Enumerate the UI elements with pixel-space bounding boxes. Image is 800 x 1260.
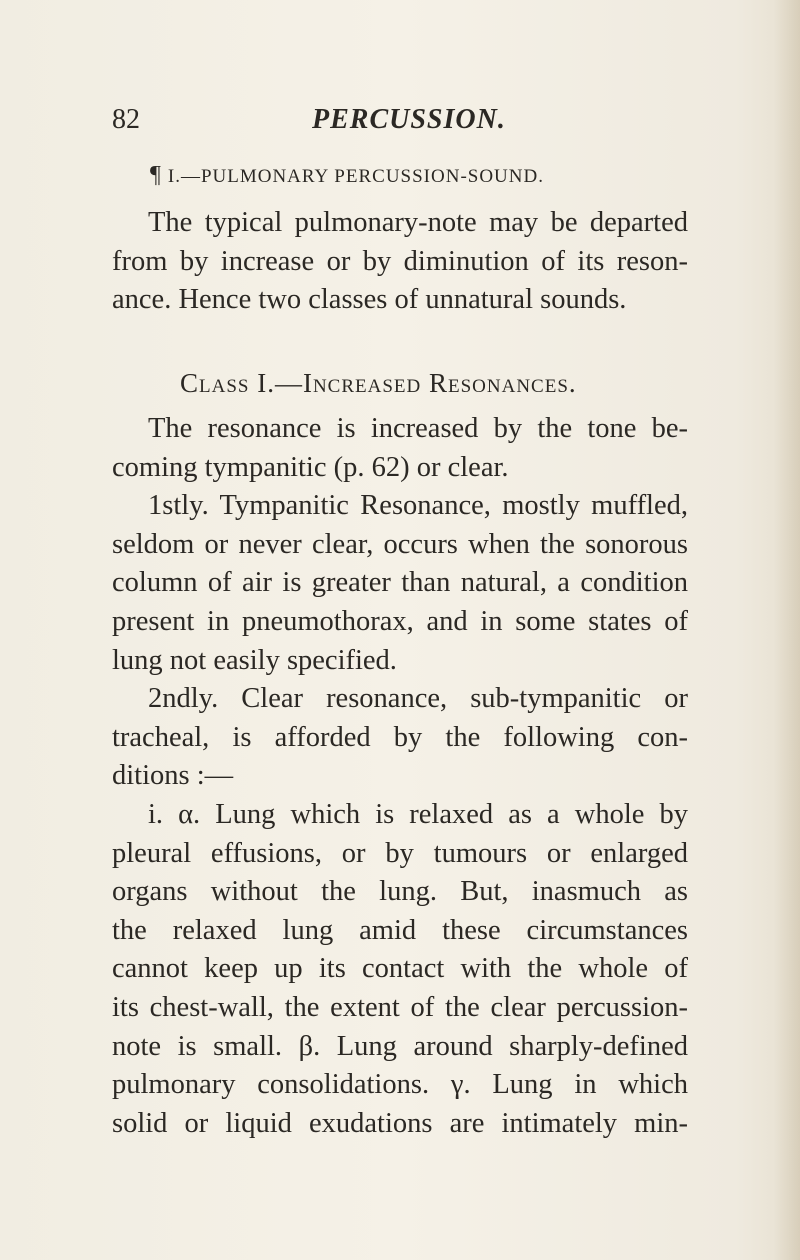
section-heading-text: I.—PULMONARY PERCUSSION-SOUND. [167,166,544,187]
text-line: column of air is greater than natural, a condition [112,567,688,599]
intro-paragraph [112,204,688,320]
text-line: present in pneumothorax, and in some states of [112,605,688,637]
text-line: coming tympanitic (p. 62) or clear. [112,451,509,483]
text-line: 2ndly. Clear resonance, sub-tympanitic or [148,683,688,715]
text-line: note is small. β. Lung around sharply-defined [112,1030,688,1062]
text-line: its chest-wall, the extent of the clear percussion- [112,991,688,1023]
running-head [0,104,800,140]
text-line: i. α. Lung which is relaxed as a whole by [148,798,688,830]
text-line: from by increase or by diminution of its reson- [112,245,688,277]
text-line: tracheal, is afforded by the following con- [112,721,688,753]
page-number: 82 [112,104,140,135]
running-title: PERCUSSION. [312,104,506,135]
text-line: the relaxed lung amid these circumstances [112,914,688,946]
class-heading: Class I.—Increased Resonances. [180,368,577,398]
text-line: The typical pulmonary-note may be departed [148,207,688,238]
text-line: ance. Hence two classes of unnatural sounds. [112,284,627,316]
pilcrow-icon: ¶ [150,162,162,188]
text-line: cannot keep up its contact with the whole of [112,953,688,985]
page-edge-shadow [774,0,800,1260]
text-line: 1stly. Tympanitic Resonance, mostly muffled, [148,490,688,522]
text-line: The resonance is increased by the tone be- [148,413,688,444]
text-line: organs without the lung. But, inasmuch as [112,876,688,908]
body-text [112,410,688,1143]
text-line: pleural effusions, or by tumours or enlarged [112,837,688,869]
text-line: pulmonary consolidations. γ. Lung in which [112,1069,688,1101]
text-line: solid or liquid exudations are intimately min- [112,1107,688,1139]
text-line: ditions :— [112,760,234,792]
text-line: lung not easily specified. [112,644,397,676]
text-line: seldom or never clear, occurs when the sonorous [112,528,688,560]
section-heading [150,162,544,189]
